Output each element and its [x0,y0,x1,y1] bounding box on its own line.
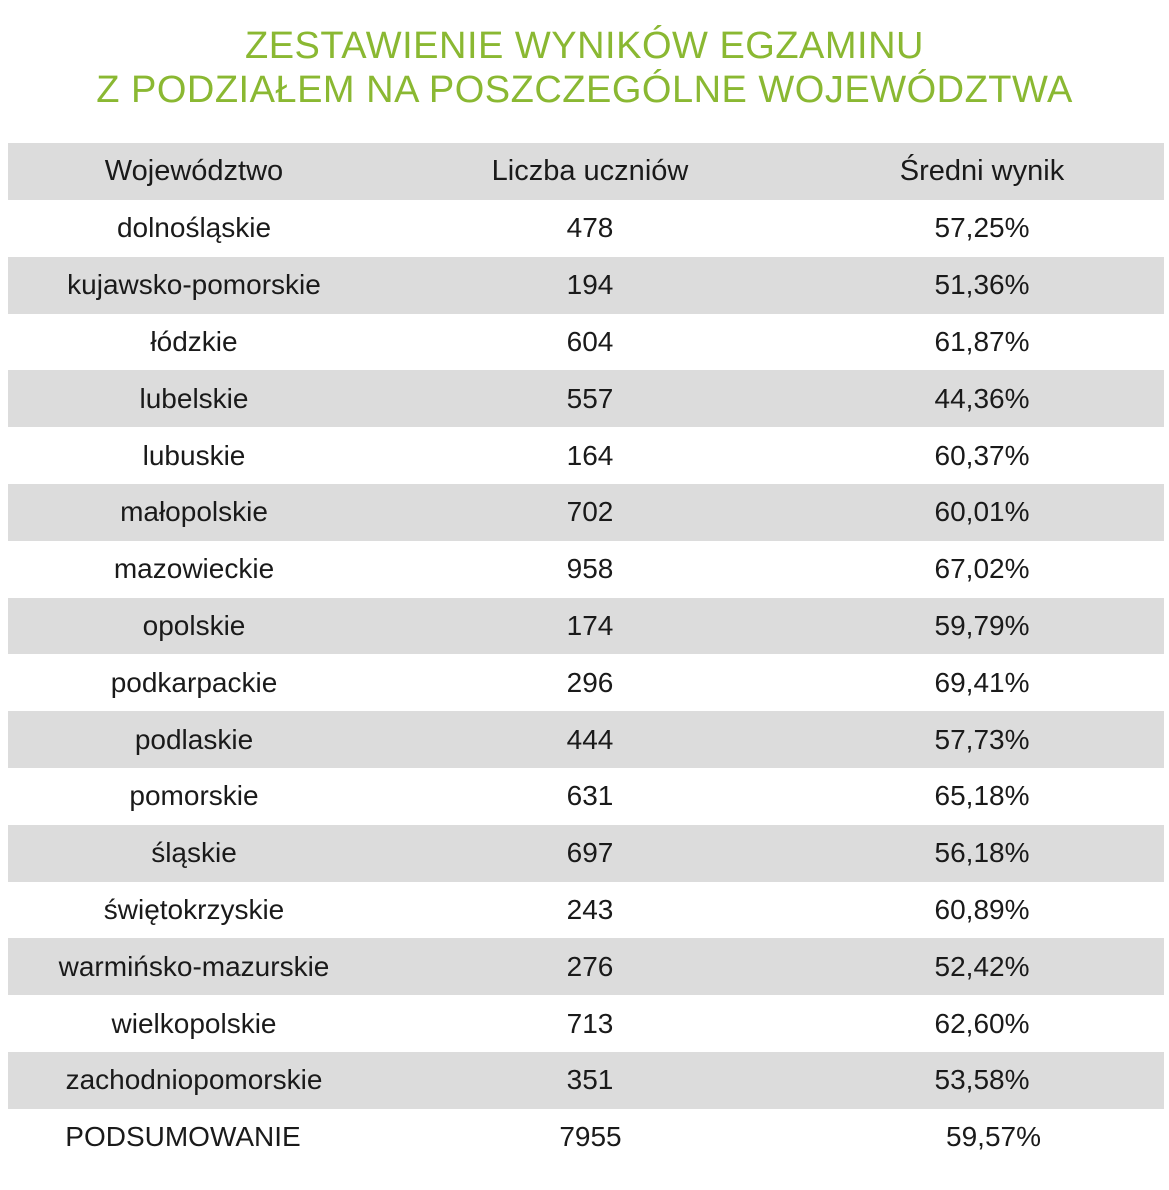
table-row [8,598,1164,655]
students-cell: 958 [566,553,614,585]
table-row [8,768,1164,825]
column-header-region: Województwo [104,155,284,187]
score-cell: 57,25% [934,212,1030,244]
title-line-1: ZESTAWIENIE WYNIKÓW EGZAMINU [245,25,924,67]
score-cell: 44,36% [934,382,1030,414]
students-cell: 604 [566,325,614,357]
results-table [8,143,1164,1166]
region-cell: pomorskie [129,780,259,812]
summary-students: 7955 [559,1121,622,1153]
region-cell: opolskie [142,609,246,641]
students-cell: 713 [566,1007,614,1039]
table-header [8,143,1164,200]
table-row [8,484,1164,541]
table-row [8,825,1164,882]
score-cell: 56,18% [934,837,1030,869]
region-cell: kujawsko-pomorskie [67,269,321,301]
table-row [8,314,1164,371]
region-cell: świętokrzyskie [103,893,285,925]
title-line-2: Z PODZIAŁEM NA POSZCZEGÓLNE WOJEWÓDZTWA [96,69,1073,111]
students-cell: 557 [566,382,614,414]
region-cell: podlaskie [134,723,254,755]
table-row [8,427,1164,484]
table-row [8,200,1164,257]
score-cell: 69,41% [934,666,1030,698]
column-header-score: Średni wynik [899,155,1065,187]
students-cell: 296 [566,666,614,698]
score-cell: 51,36% [934,269,1030,301]
region-cell: podkarpackie [110,666,278,698]
students-cell: 276 [566,950,614,982]
score-cell: 52,42% [934,950,1030,982]
score-cell: 60,89% [934,893,1030,925]
score-cell: 59,79% [934,609,1030,641]
page-title [0,0,1169,120]
table-row [8,995,1164,1052]
table-body [8,200,1164,1109]
score-cell: 61,87% [934,325,1030,357]
score-cell: 53,58% [934,1064,1030,1096]
region-cell: lubuskie [142,439,246,471]
region-cell: małopolskie [120,496,268,528]
students-cell: 243 [566,893,614,925]
table-row [8,882,1164,939]
region-cell: warmińsko-mazurskie [58,950,330,982]
table-row [8,257,1164,314]
students-cell: 697 [566,837,614,869]
students-cell: 194 [566,269,614,301]
summary-row [8,1109,1164,1166]
students-cell: 702 [566,496,614,528]
students-cell: 164 [566,439,614,471]
region-cell: zachodniopomorskie [65,1064,323,1096]
score-cell: 60,01% [934,496,1030,528]
table-row [8,370,1164,427]
table-row [8,938,1164,995]
table-row [8,654,1164,711]
region-cell: mazowieckie [113,553,275,585]
score-cell: 60,37% [934,439,1030,471]
students-cell: 631 [566,780,614,812]
students-cell: 444 [566,723,614,755]
score-cell: 62,60% [934,1007,1030,1039]
students-cell: 351 [566,1064,614,1096]
students-cell: 478 [566,212,614,244]
summary-region: PODSUMOWANIE [65,1121,301,1153]
score-cell: 67,02% [934,553,1030,585]
score-cell: 57,73% [934,723,1030,755]
region-cell: łódzkie [150,325,238,357]
region-cell: wielkopolskie [111,1007,277,1039]
table-row [8,711,1164,768]
summary-score: 59,57% [946,1121,1041,1153]
score-cell: 65,18% [934,780,1030,812]
students-cell: 174 [566,609,614,641]
region-cell: śląskie [151,837,237,869]
table-row [8,541,1164,598]
column-header-students: Liczba uczniów [491,155,689,187]
region-cell: lubelskie [139,382,249,414]
table-row [8,1052,1164,1109]
region-cell: dolnośląskie [116,212,272,244]
